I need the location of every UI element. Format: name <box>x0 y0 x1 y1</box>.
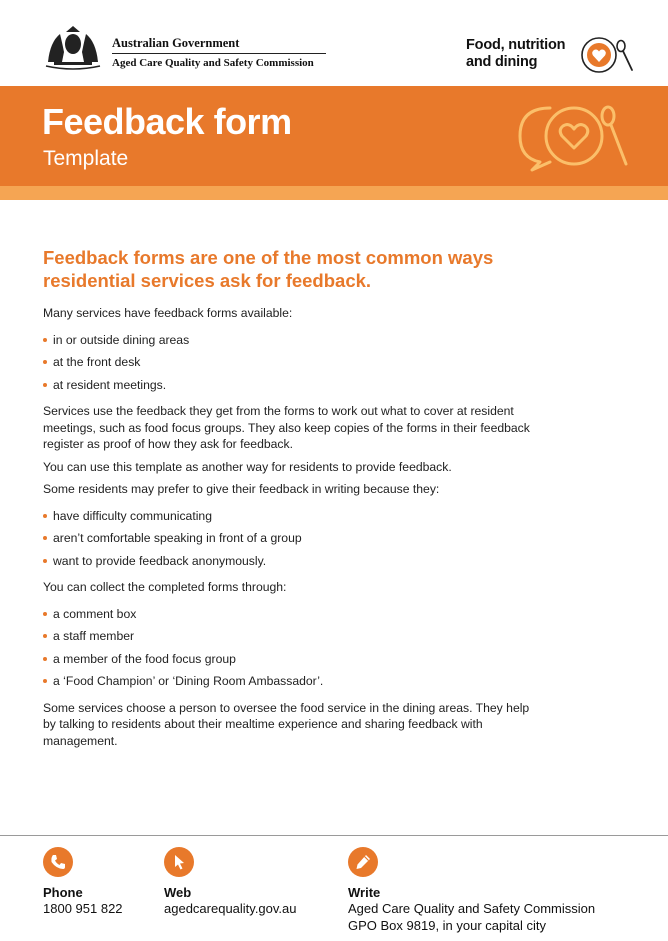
footer-phone <box>43 847 123 917</box>
banner-stripe <box>0 186 668 200</box>
government-name: Australian Government <box>112 36 240 50</box>
government-logo <box>40 22 340 72</box>
reasons-list <box>43 508 543 570</box>
cursor-icon <box>164 847 194 877</box>
bullet-icon <box>43 360 47 364</box>
series-title-line1: Food, nutrition <box>466 37 566 53</box>
list-item: in or outside dining areas <box>43 332 543 349</box>
template-paragraph: You can use this template as another way for residents to provide feedback. <box>43 459 452 474</box>
speech-bubbles-heart-spoon-icon <box>510 100 634 174</box>
intro-paragraph: Many services have feedback forms available: <box>43 306 293 320</box>
main-content <box>43 246 543 749</box>
bullet-icon <box>43 383 47 387</box>
bullet-icon <box>43 679 47 683</box>
plate-heart-spoon-icon <box>580 36 634 74</box>
bullet-icon <box>43 514 47 518</box>
locations-list <box>43 332 543 394</box>
page-subtitle: Template <box>43 147 129 170</box>
list-item: a ‘Food Champion’ or ‘Dining Room Ambassador’. <box>43 673 543 690</box>
list-item: a comment box <box>43 606 543 623</box>
footer-divider <box>0 835 668 836</box>
oversee-paragraph: Some services choose a person to oversee the food service in the dining areas. They help by talking to residents about their mealtime experience and sharing feedback with management. <box>43 700 530 748</box>
footer-web <box>164 847 297 917</box>
list-item: at resident meetings. <box>43 377 543 394</box>
logo-divider <box>112 53 326 54</box>
bullet-icon <box>43 612 47 616</box>
phone-icon <box>43 847 73 877</box>
list-item: want to provide feedback anonymously. <box>43 553 543 570</box>
list-item: have difficulty communicating <box>43 508 543 525</box>
series-title-line2: and dining <box>466 54 538 70</box>
pen-icon <box>348 847 378 877</box>
collection-list <box>43 606 543 690</box>
reasons-paragraph: Some residents may prefer to give their feedback in writing because they: <box>43 482 440 496</box>
postal-address-line1: Aged Care Quality and Safety Commission <box>348 901 596 916</box>
list-item: a member of the food focus group <box>43 651 543 668</box>
bullet-icon <box>43 559 47 563</box>
list-item: at the front desk <box>43 354 543 371</box>
list-item: a staff member <box>43 628 543 645</box>
commission-name: Aged Care Quality and Safety Commission <box>112 57 314 69</box>
list-item: aren’t comfortable speaking in front of a group <box>43 530 543 547</box>
bullet-icon <box>43 657 47 661</box>
bullet-icon <box>43 634 47 638</box>
collection-paragraph: You can collect the completed forms through: <box>43 580 287 594</box>
page-title: Feedback form <box>42 101 292 142</box>
usage-paragraph: Services use the feedback they get from the forms to work out what to cover at resident meetings, such as food focus groups. They also keep copies of the forms in their feedback register as proof of how they ask for feedback. <box>43 404 530 451</box>
web-label: Web <box>164 885 192 900</box>
bullet-icon <box>43 536 47 540</box>
write-label: Write <box>348 885 381 900</box>
lead-heading: Feedback forms are one of the most common ways residential services ask for feedback. <box>43 247 494 291</box>
postal-address-line2: GPO Box 9819, in your capital city <box>348 918 546 933</box>
phone-number[interactable]: 1800 951 822 <box>43 901 123 916</box>
phone-label: Phone <box>43 885 83 900</box>
web-link[interactable]: agedcarequality.gov.au <box>164 901 297 916</box>
coat-of-arms-icon <box>40 22 106 70</box>
series-title <box>466 37 565 71</box>
bullet-icon <box>43 338 47 342</box>
footer-write <box>348 847 595 934</box>
